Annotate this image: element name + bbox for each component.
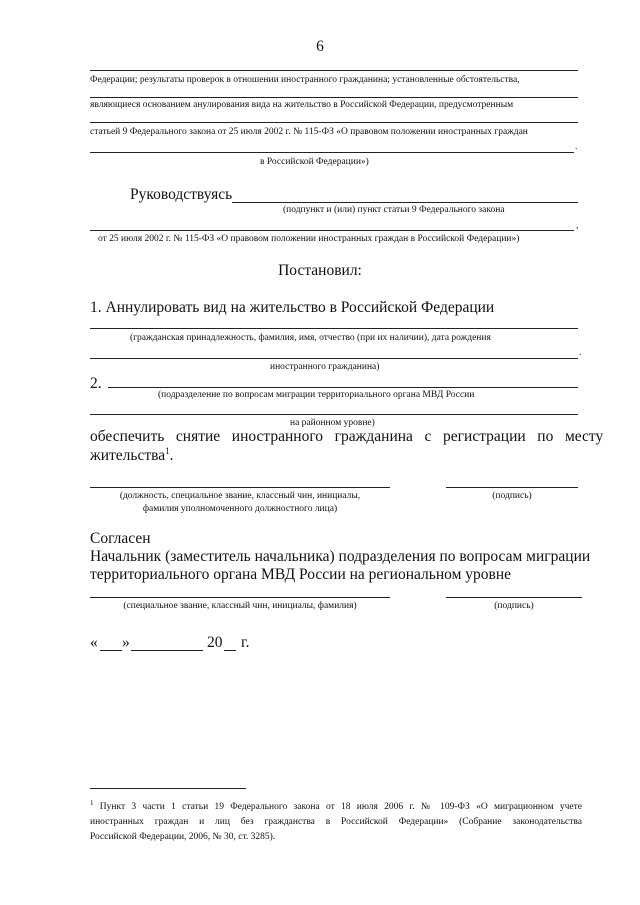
decided-heading: Постановил: [278, 262, 362, 279]
item1-period: . [579, 348, 582, 358]
page-number: 6 [316, 38, 324, 55]
item2-text-period: . [169, 447, 174, 465]
guided-label: Руководствуясь [130, 186, 233, 203]
position-field-line[interactable] [90, 487, 390, 488]
item1-hint-1: (гражданская принадлежность, фамилия, имя, отчество (при их наличии), дата рождения [130, 333, 491, 343]
item2-text-line-1: обеспечить снятие иностранного гражданина с регистрации по месту [90, 428, 604, 445]
footnote-marker: 1 [90, 799, 94, 807]
date-day-field[interactable] [100, 650, 122, 651]
item2-text-line-2 [90, 446, 173, 465]
item2-number: 2. [90, 375, 102, 392]
underline [90, 152, 574, 153]
footnote-separator [90, 788, 246, 789]
item2-field-line[interactable] [108, 387, 578, 388]
agreed-signature-field-line[interactable] [446, 597, 582, 598]
footnote-line-1 [90, 796, 582, 815]
footnote-text-1: Пункт 3 части 1 статьи 19 Федерального закона от 18 июля 2006 г. № 109-ФЗ «О миграционном учете [99, 802, 582, 813]
position-hint [90, 490, 390, 516]
agreed-name-hint: (специальное звание, классный чин, инициалы, фамилия) [123, 601, 357, 611]
agreed-signature-hint: (подпись) [494, 601, 534, 611]
agreed-line-2: территориального органа МВД России на региональном уровне [90, 566, 512, 583]
date-month-field[interactable] [131, 650, 203, 651]
agreed-name-field-line[interactable] [90, 597, 390, 598]
item2-text-word: жительства [90, 447, 166, 465]
date-year-suffix: г. [241, 634, 250, 651]
footnote [90, 796, 582, 845]
signature-hint: (подпись) [492, 491, 532, 501]
item1-hint-2: иностранного гражданина) [270, 362, 380, 372]
footnote-ref: 1 [165, 446, 170, 456]
date-year-field[interactable] [224, 650, 236, 651]
agreed-title: Согласен [90, 530, 151, 547]
guided-field-line[interactable] [232, 202, 578, 203]
date-year-prefix: 20 [207, 634, 223, 651]
item1-text: 1. Аннулировать вид на жительство в Российской Федерации [90, 299, 495, 316]
underline [90, 70, 578, 71]
agreed-line-1: Начальник (заместитель начальника) подразделения по вопросам миграции [90, 548, 591, 565]
intro-line-1: Федерации; результаты проверок в отношении иностранного гражданина; установленные обстоятельства, [90, 75, 520, 85]
underline [90, 122, 578, 123]
date-close-quote: » [122, 634, 130, 651]
underline [90, 97, 578, 98]
guided-hint-2: от 25 июля 2002 г. № 115-ФЗ «О правовом положении иностранных граждан в Российской Федерации») [98, 234, 520, 244]
footnote-line-2: иностранных граждан и лиц без гражданства в Российской Федерации» (Собрание законодательства [90, 817, 582, 828]
guided-hint-1: (подпункт и (или) пункт статьи 9 Федерального закона [283, 205, 505, 215]
position-hint-line-2: фамилия уполномоченного должностного лица) [142, 504, 338, 514]
guided-field-line-2[interactable] [90, 230, 574, 231]
item1-field-line-2[interactable] [90, 358, 578, 359]
item2-field-line-2[interactable] [90, 414, 578, 415]
item2-hint-1: (подразделение по вопросам миграции территориального органа МВД России [158, 390, 475, 400]
signature-field-line[interactable] [446, 487, 578, 488]
footnote-line-3: Российской Федерации, 2006, № 30, ст. 3285). [90, 832, 276, 843]
item1-field-line[interactable] [90, 328, 578, 329]
date-open-quote: « [90, 634, 98, 651]
intro-line-2: являющиеся основанием анулирования вида на жительство в Российской Федерации, предусмотренным [90, 100, 514, 110]
position-hint-line-1: (должность, специальное звание, классный чин, инициалы, [119, 491, 361, 501]
guided-comma: , [576, 221, 579, 231]
item2-hint-2: на районном уровне) [290, 418, 375, 428]
intro-period: . [575, 142, 578, 152]
intro-line-4: в Российской Федерации») [260, 157, 369, 167]
intro-line-3: статьей 9 Федерального закона от 25 июля 2002 г. № 115-ФЗ «О правовом положении иностранных граждан [90, 127, 528, 137]
